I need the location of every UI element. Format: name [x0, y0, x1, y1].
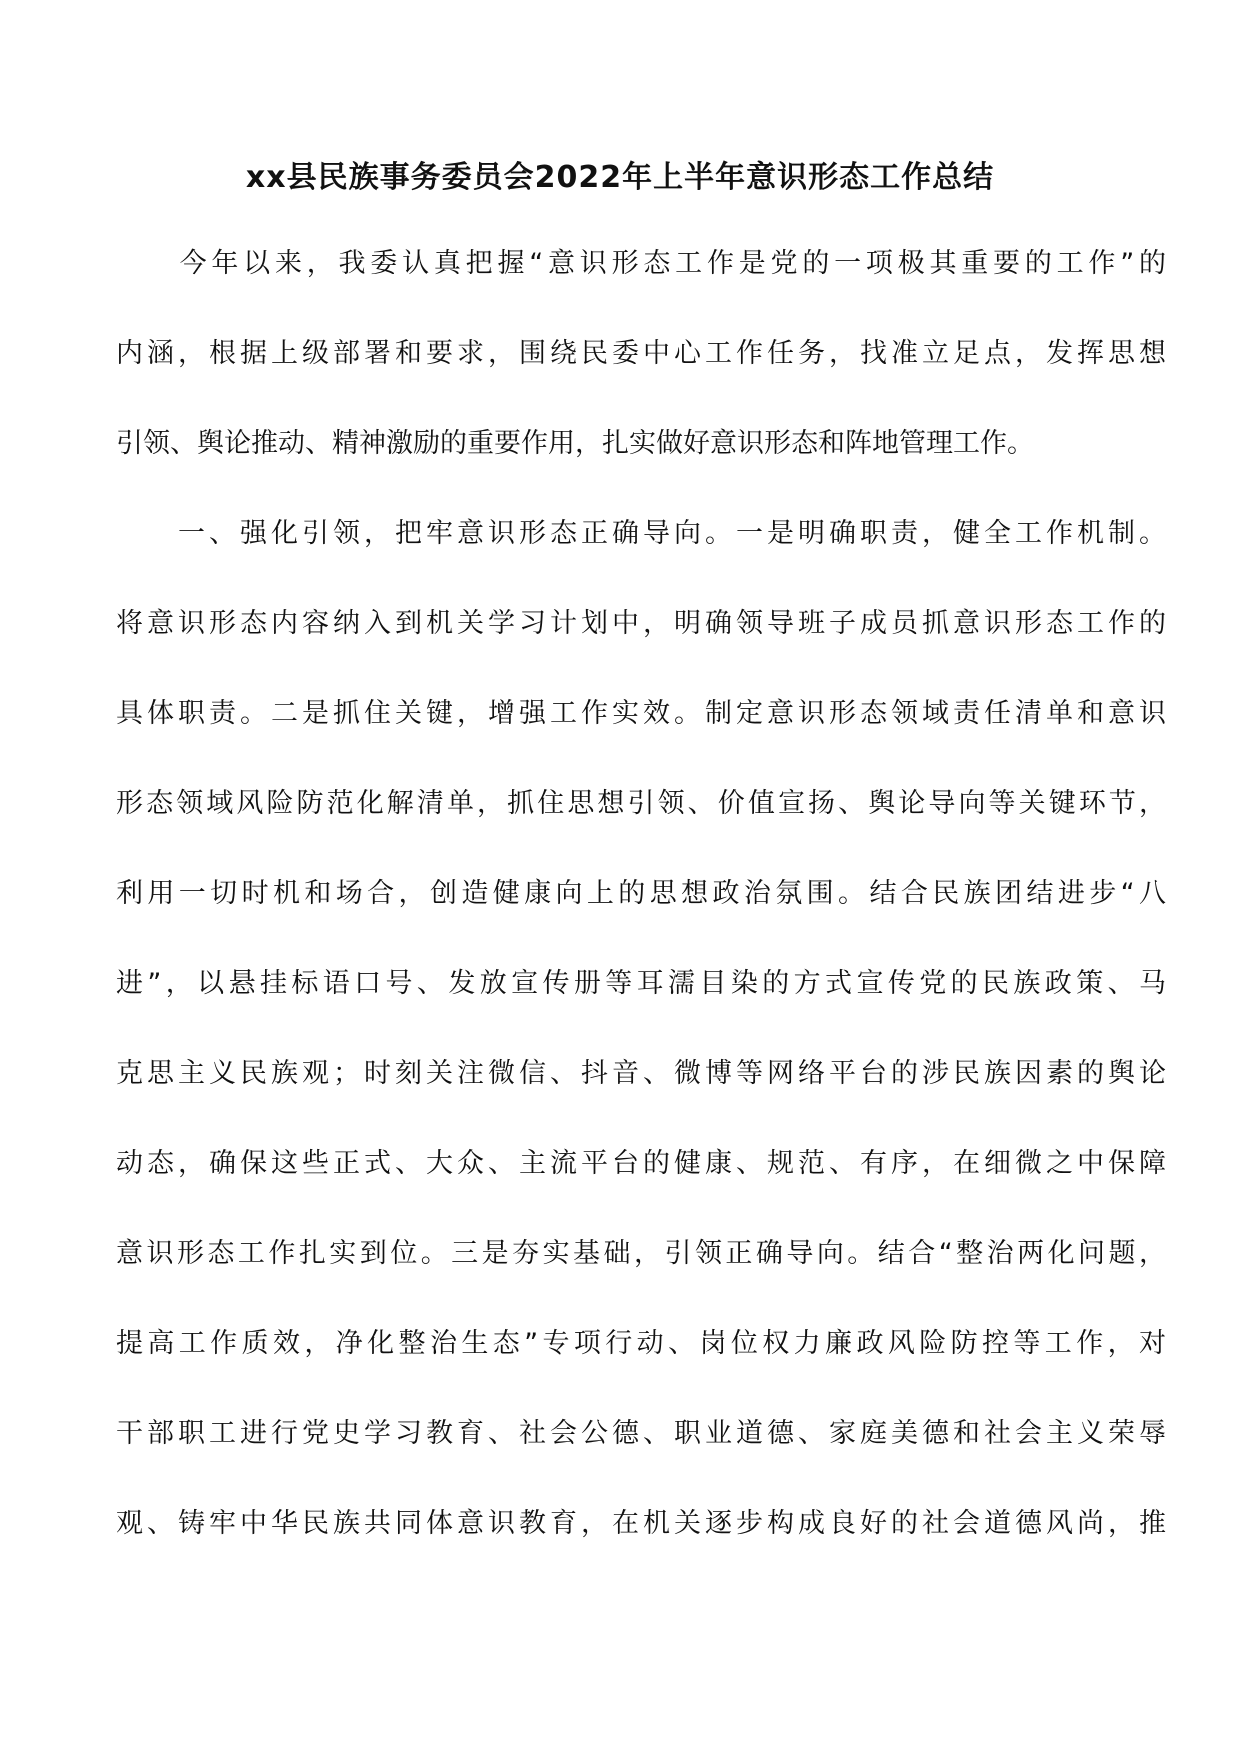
body-line: 克思主义民族观；时刻关注微信、抖音、微博等网络平台的涉民族因素的舆论: [116, 1058, 1166, 1089]
document-body: [116, 244, 1166, 1594]
body-line: 具体职责。二是抓住关键，增强工作实效。制定意识形态领域责任清单和意识: [116, 698, 1166, 729]
body-line: 动态，确保这些正式、大众、主流平台的健康、规范、有序，在细微之中保障: [116, 1148, 1166, 1179]
body-line: 将意识形态内容纳入到机关学习计划中，明确领导班子成员抓意识形态工作的: [116, 608, 1166, 639]
body-line: 观、铸牢中华民族共同体意识教育，在机关逐步构成良好的社会道德风尚，推: [116, 1508, 1166, 1539]
body-line: 提高工作质效，净化整治生态”专项行动、岗位权力廉政风险防控等工作，对: [116, 1328, 1166, 1359]
body-line: 进”，以悬挂标语口号、发放宣传册等耳濡目染的方式宣传党的民族政策、马: [116, 968, 1166, 999]
body-line: 引领、舆论推动、精神激励的重要作用，扎实做好意识形态和阵地管理工作。: [116, 428, 1034, 459]
body-line: 形态领域风险防范化解清单，抓住思想引领、价值宣扬、舆论导向等关键环节，: [116, 788, 1166, 819]
body-line: 利用一切时机和场合，创造健康向上的思想政治氛围。结合民族团结进步“八: [116, 878, 1166, 909]
body-line: 意识形态工作扎实到位。三是夯实基础，引领正确导向。结合“整治两化问题，: [116, 1238, 1166, 1269]
body-line: 干部职工进行党史学习教育、社会公德、职业道德、家庭美德和社会主义荣辱: [116, 1418, 1166, 1449]
document-title: xx县民族事务委员会2022年上半年意识形态工作总结: [245, 160, 995, 195]
body-line: 今年以来，我委认真把握“意识形态工作是党的一项极其重要的工作”的: [116, 248, 1166, 279]
body-line: 内涵，根据上级部署和要求，围绕民委中心工作任务，找准立足点，发挥思想: [116, 338, 1166, 369]
body-line: 一、强化引领，把牢意识形态正确导向。一是明确职责，健全工作机制。: [116, 518, 1166, 549]
